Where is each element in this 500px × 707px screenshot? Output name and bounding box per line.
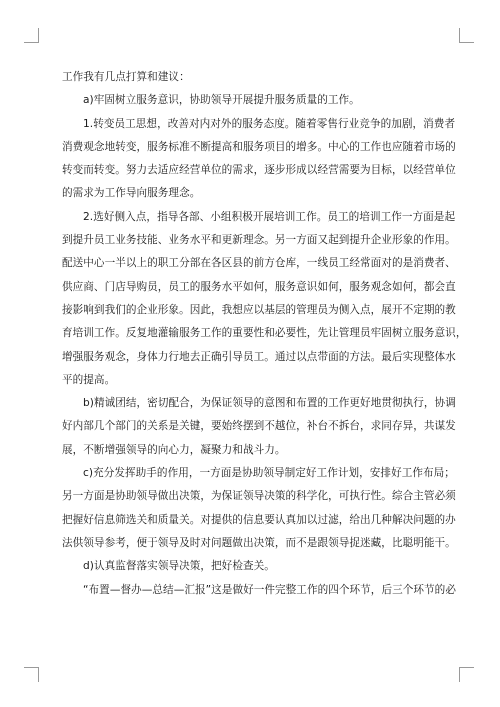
text-line: 法供领导参考，便于领导及时对问题做出决策，而不是跟领导捉迷藏，比聪明能干。 (62, 536, 456, 549)
crop-mark-bottom-right (459, 667, 474, 682)
text-line: 接影响到我们的企业形象。因此，我想应以基层的管理员为侧入点，展开不定期的教 (62, 303, 456, 316)
text-line: 到提升员工业务技能、业务水平和更新理念。另一方面又起到提升企业形象的作用。 (62, 234, 456, 247)
text-line: “布置—督办—总结—汇报”这是做好一件完整工作的四个环节，后三个环节的必 (83, 583, 456, 596)
document-body (62, 66, 467, 602)
text-line: 工作我有几点打算和建议： (62, 71, 190, 83)
text-line: 增强服务观念，身体力行地去正确引导员工。通过以点带面的方法。最后实现整体水 (62, 350, 456, 363)
text-line: a)牢固树立服务意识，协助领导开展提升服务质量的工作。 (83, 94, 360, 107)
text-line: 另一方面是协助领导做出决策，为保证领导决策的科学化，可执行性。综合主管必须 (62, 490, 456, 503)
text-line: 的需求为工作导向服务理念。 (62, 187, 201, 200)
text-line: 育培训工作。反复地灌输服务工作的重要性和必要性，先让管理员牢固树立服务意识， (62, 327, 467, 340)
text-line: 转变而转变。努力去适应经营单位的需求，逐步形成以经营需要为目标，以经营单位 (62, 164, 456, 177)
text-line: 消费观念地转变，服务标准不断提高和服务项目的增多。中心的工作也应随着市场的 (62, 140, 456, 153)
crop-mark-top-right (459, 28, 474, 43)
text-line: 1.转变员工思想，改善对内对外的服务态度。随着零售行业竞争的加剧，消费者 (83, 117, 456, 130)
text-line: 好内部几个部门的关系是关键，要始终摆到不越位，补台不拆台，求同存异，共谋发 (62, 420, 456, 433)
text-line: d)认真监督落实领导决策，把好检查关。 (83, 560, 275, 573)
crop-mark-bottom-left (24, 667, 39, 682)
text-line: c)充分发挥助手的作用，一方面是协助领导制定好工作计划，安排好工作布局； (83, 467, 455, 480)
text-line: 供应商、门店导购员，员工的服务水平如何，服务意识如何，服务观念如何，都会直 (62, 280, 456, 293)
crop-mark-top-left (24, 28, 39, 43)
text-line: 展，不断增强领导的向心力，凝聚力和战斗力。 (62, 443, 286, 456)
text-line: 把握好信息筛选关和质量关。对提供的信息要认真加以过滤，给出几种解决问题的办 (62, 513, 456, 526)
text-line: 配送中心一半以上的职工分部在各区县的前方仓库，一线员工经常面对的是消费者、 (62, 257, 456, 270)
text-line: 平的提高。 (62, 373, 116, 386)
text-line: 2.选好侧入点，指导各部、小组积极开展培训工作。员工的培训工作一方面是起 (83, 210, 456, 223)
text-line: b)精诚团结，密切配合，为保证领导的意图和布置的工作更好地贯彻执行，协调 (83, 397, 456, 410)
